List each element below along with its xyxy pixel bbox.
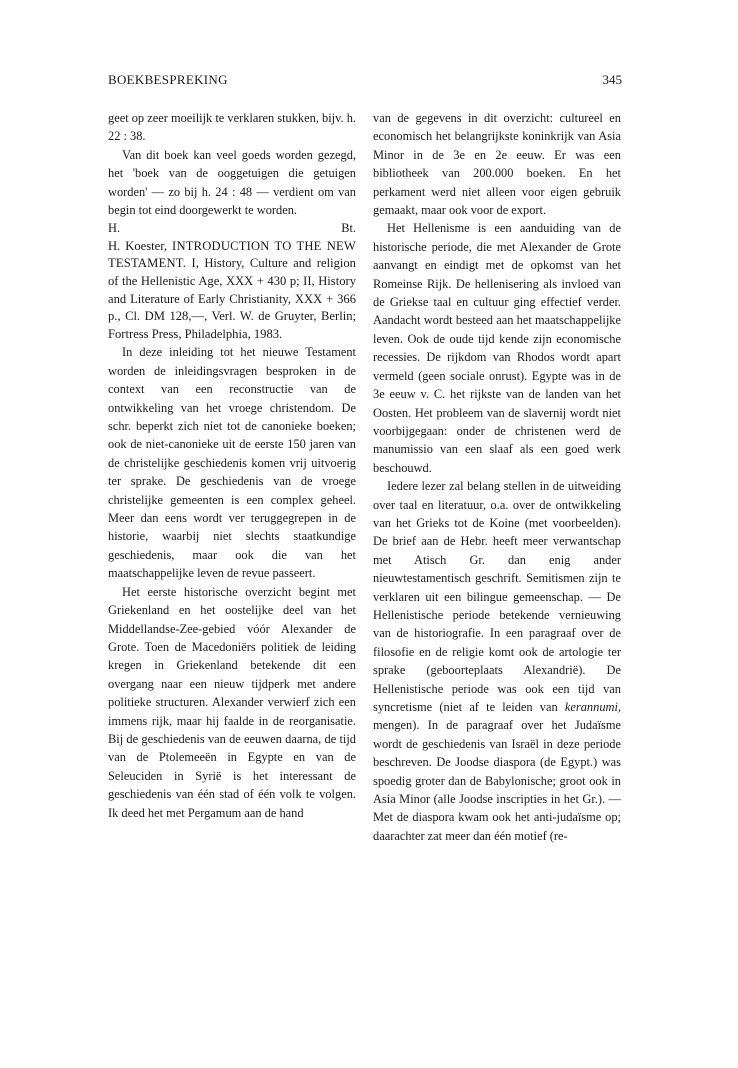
paragraph: van de gegevens in dit overzicht: cultureel en economisch het belangrijkste koninkrijk van Asia Minor in de 3e en 2e eeuw. Er was een bibliotheek van 200.000 boeken. En het perkament werd niet alleen voor eigen gebruik gemaakt, maar ook voor de export. bbox=[373, 111, 621, 218]
paragraph: Het eerste historische overzicht begint met Griekenland en het oostelijke deel van het Middellandse-Zee-gebied vóór Alexander de Grote. Toen de Macedoniërs politiek de leiding kregen in Griekenland betekende dit een overgang naar een nieuw tijdperk met andere politieke structuren. Alexander verwierf zich een immens rijk, maar hij faalde in de reorganisatie. Bij de geschiedenis van de eeuwen daarna, de tijd van de Ptolemeeën in Egypte en van de Seleuciden in Syrië is het interessant de geschiedenis van één stad of één volk te volgen. Ik deed het met Pergamum aan de hand bbox=[108, 584, 356, 820]
reviewer-abbrev: Bt. bbox=[341, 221, 356, 236]
reviewer-initial: H. bbox=[108, 221, 121, 236]
paragraph-text: Iedere lezer zal belang stellen in de uitweiding over taal en literatuur, o.a. over de ontwikkeling van het Grieks tot de Koine (met voorbeelden). De brief aan de Hebr. heeft meer verwantschap met Atisch Gr. dan enig ander nieuwtestamentisch geschrift. Semitismen zijn te verklaren uit een bilingue gemeenschap. — De Hellenistische periode betekende vernieuwing van de historiografie. In een paragraaf over de filosofie en de religie komt ook de artologie ter sprake (geboorteplaats Alexandrië). De Hellenistische periode was ook een tijd van syncretisme (niet af te leiden van bbox=[373, 479, 621, 714]
paragraph: Het Hellenisme is een aanduiding van de historische periode, die met Alexander de Grote aanvangt en eindigt met de opkomst van het Romeinse Rijk. De hellenisering als invloed van de Griekse taal en cultuur ging effectief verder. Aandacht wordt besteed aan het maatschappelijke leven. Ook de oude tijd kende zijn economische recessies. De rijkdom van Rhodos wordt apart vermeld (geen sociale onrust). Egypte was in de 3e eeuw v. C. het rijkste van de landen van het Oosten. Het probleem van de slavernij wordt niet voorbijgegaan: onder de christenen werd de manumissio van een slaaf als een goed werk beschouwd. bbox=[373, 221, 621, 475]
book-reference bbox=[108, 238, 356, 344]
paragraph-text: mengen). In de paragraaf over het Judaïsme wordt de geschiedenis van Israël in deze periode beschreven. De Joodse diaspora (de Egypt.) was spoedig groter dan de Babylonische; groot ook in Asia Minor (alle Joodse inscripties in het Gr.). — Met de diaspora kwam ook het anti-judaïsme op; daarachter zat meer dan één motief (re- bbox=[373, 718, 621, 843]
paragraph: geet op zeer moeilijk te verklaren stukken, bijv. h. 22 : 38. bbox=[108, 111, 356, 144]
review-signature bbox=[108, 219, 356, 237]
ref-title: INTRODUCTION TO THE NEW TESTAMENT. bbox=[108, 238, 357, 271]
paragraph: Van dit boek kan veel goeds worden gezegd, het 'boek van de ooggetuigen die getuigen worden' — zo bij h. 24 : 48 — verdient om van begin tot eind doorgewerkt te worden. bbox=[108, 147, 356, 218]
running-head: BOEKBESPREKING bbox=[108, 72, 228, 87]
left-column bbox=[108, 109, 356, 822]
paragraph bbox=[373, 477, 621, 845]
ref-author: H. Koester, bbox=[108, 238, 168, 253]
right-column bbox=[373, 109, 621, 845]
page-number: 345 bbox=[602, 72, 622, 87]
paragraph: In deze inleiding tot het nieuwe Testament worden de inleidingsvragen besproken in de context van een reconstructie van de ontwikkeling van het vroege christendom. De schr. beperkt zich niet tot de canonieke boeken; ook de niet-canonieke uit de eerste 150 jaren van de christelijke geschiedenis komen vrij uitvoerig ter sprake. De geschiedenis van de vroege christelijke gemeenten is een complex geheel. Meer dan eens wordt ver teruggegrepen in de historie, waarbij niet slechts staatkundige geschiedenis, maar ook die van het maatschappelijke leven de revue passeert. bbox=[108, 345, 356, 581]
italic-term: kerannumi, bbox=[564, 700, 621, 714]
ref-details: I, History, Culture and religion of the Hellenistic Age, XXX + 430 p; II, History and Literature of Early Christianity, XXX + 366 p., Cl. DM 128,—, Verl. W. de Gruyter, Berlin; Fortress Press, Philadelphia, 1983. bbox=[108, 256, 356, 341]
